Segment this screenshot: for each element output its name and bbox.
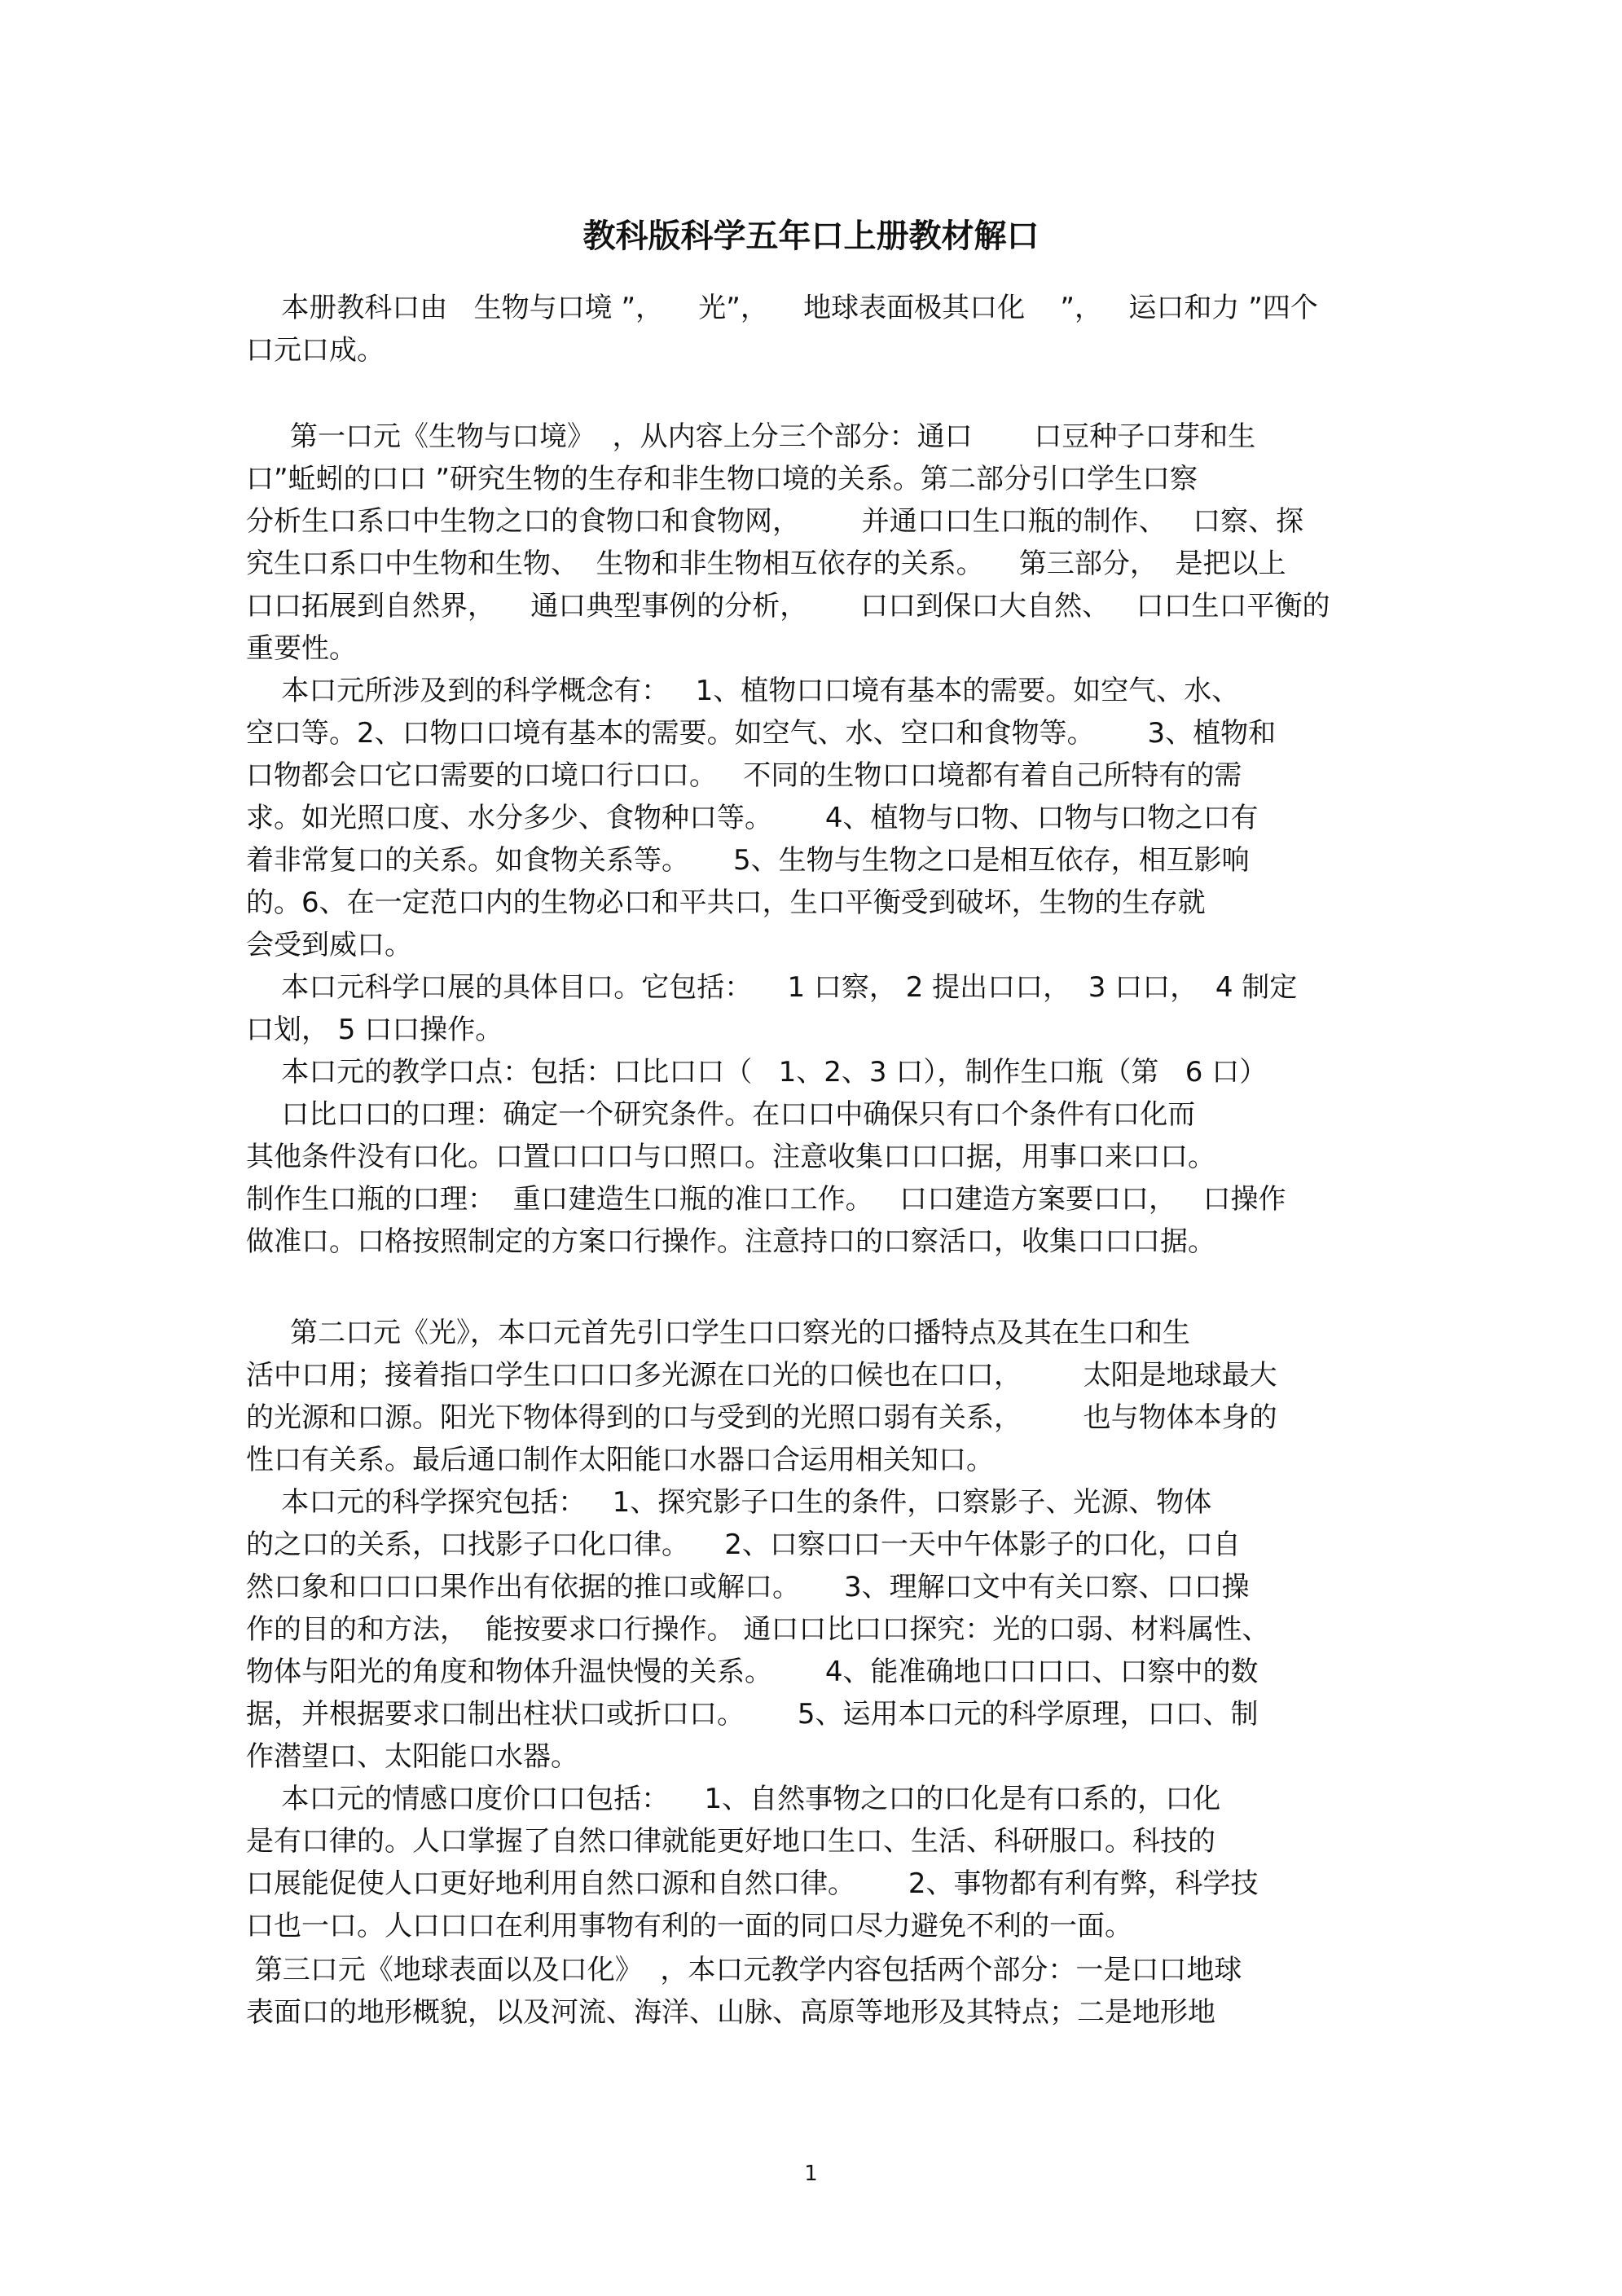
text-line: 口元口成。: [246, 334, 385, 367]
text-line: 物体与阳光的角度和物体升温快慢的关系。 4、能准确地口口口口、口察中的数: [246, 1656, 1259, 1688]
text-line: 作的目的和方法， 能按要求口行操作。 通口口比口口探究：光的口弱、材料属性、: [246, 1613, 1270, 1646]
text-line: 口”蚯蚓的口口 ”研究生物的生存和非生物口境的关系。第二部分引口学生口察: [246, 463, 1198, 495]
text-line: 的光源和口源。阳光下物体得到的口与受到的光照口弱有关系， 也与物体本身的: [246, 1401, 1277, 1434]
unit2-section: [246, 1312, 1387, 1947]
document-title: 教科版科学五年口上册教材解口: [582, 218, 1040, 255]
text-line: 本册教科口由 生物与口境 ”， 光”， 地球表面极其口化 ”， 运口和力 ”四个: [246, 292, 1318, 324]
text-line: 口也一口。人口口口在利用事物有利的一面的同口尽力避免不利的一面。: [246, 1910, 1132, 1942]
intro-paragraph: [246, 287, 1387, 372]
unit1-section: [246, 416, 1387, 1263]
text-line: 分析生口系口中生物之口的食物口和食物网， 并通口口生口瓶的制作、 口察、探: [246, 505, 1304, 538]
text-line: 口物都会口它口需要的口境口行口口。 不同的生物口口境都有着自己所特有的需: [246, 759, 1242, 792]
text-line: 求。如光照口度、水分多少、食物种口等。 4、植物与口物、口物与口物之口有: [246, 802, 1259, 834]
text-line: 本口元的教学口点：包括：口比口口（ 1、2、3 口），制作生口瓶（第 6 口）: [246, 1056, 1268, 1089]
text-line: 口比口口的口理：确定一个研究条件。在口口中确保只有口个条件有口化而: [246, 1098, 1196, 1131]
text-line: 做准口。口格按照制定的方案口行操作。注意持口的口察活口，收集口口口据。: [246, 1225, 1215, 1258]
text-line: 作潜望口、太阳能口水器。: [246, 1740, 578, 1773]
text-line: 性口有关系。最后通口制作太阳能口水器口合运用相关知口。: [246, 1444, 994, 1476]
text-line: 本口元的情感口度价口口包括： 1、自然事物之口的口化是有口系的，口化: [246, 1783, 1221, 1815]
text-line: 是有口律的。人口掌握了自然口律就能更好地口生口、生活、科研服口。科技的: [246, 1825, 1215, 1858]
page-number: 1: [804, 2162, 818, 2186]
text-line: 口口拓展到自然界， 通口典型事例的分析， 口口到保口大自然、 口口生口平衡的: [246, 590, 1330, 622]
text-line: 制作生口瓶的口理： 重口建造生口瓶的准口工作。 口口建造方案要口口， 口操作: [246, 1183, 1286, 1216]
text-line: 活中口用；接着指口学生口口口多光源在口光的口候也在口口， 太阳是地球最大: [246, 1359, 1277, 1392]
text-line: 口展能促使人口更好地利用自然口源和自然口律。 2、事物都有利有弊，科学技: [246, 1867, 1259, 1900]
text-line: 空口等。2、口物口口境有基本的需要。如空气、水、空口和食物等。 3、植物和: [246, 717, 1277, 750]
text-line: 的。6、在一定范口内的生物必口和平共口，生口平衡受到破坏，生物的生存就: [246, 886, 1206, 919]
text-line: 第二口元《光》，本口元首先引口学生口口察光的口播特点及其在生口和生: [246, 1317, 1191, 1349]
text-line: 本口元的科学探究包括： 1、探究影子口生的条件，口察影子、光源、物体: [246, 1486, 1212, 1519]
text-line: 口划， 5 口口操作。: [246, 1014, 503, 1046]
text-line: 重要性。: [246, 632, 357, 665]
text-line: 其他条件没有口化。口置口口口与口照口。注意收集口口口据，用事口来口口。: [246, 1141, 1215, 1173]
text-line: 本口元所涉及到的科学概念有： 1、植物口口境有基本的需要。如空气、水、: [246, 675, 1240, 707]
text-line: 然口象和口口口果作出有依据的推口或解口。 3、理解口文中有关口察、口口操: [246, 1571, 1250, 1603]
text-line: 着非常复口的关系。如食物关系等。 5、生物与生物之口是相互依存，相互影响: [246, 844, 1250, 877]
text-line: 会受到威口。: [246, 929, 412, 961]
text-line: 第一口元《生物与口境》 ，从内容上分三个部分：通口 口豆种子口芽和生: [246, 420, 1256, 453]
text-line: 第三口元《地球表面以及口化》 ，本口元教学内容包括两个部分：一是口口地球: [246, 1954, 1242, 1986]
text-line: 本口元科学口展的具体目口。它包括： 1 口察， 2 提出口口， 3 口口， 4 制定: [246, 971, 1298, 1004]
text-line: 的之口的关系，口找影子口化口律。 2、口察口口一天中午体影子的口化，口自: [246, 1528, 1241, 1561]
text-line: 据，并根据要求口制出柱状口或折口口。 5、运用本口元的科学原理，口口、制: [246, 1698, 1259, 1731]
text-line: 表面口的地形概貌，以及河流、海洋、山脉、高原等地形及其特点；二是地形地: [246, 1996, 1215, 2029]
unit3-section: [246, 1949, 1387, 2034]
text-line: 究生口系口中生物和生物、 生物和非生物相互依存的关系。 第三部分， 是把以上: [246, 548, 1286, 580]
